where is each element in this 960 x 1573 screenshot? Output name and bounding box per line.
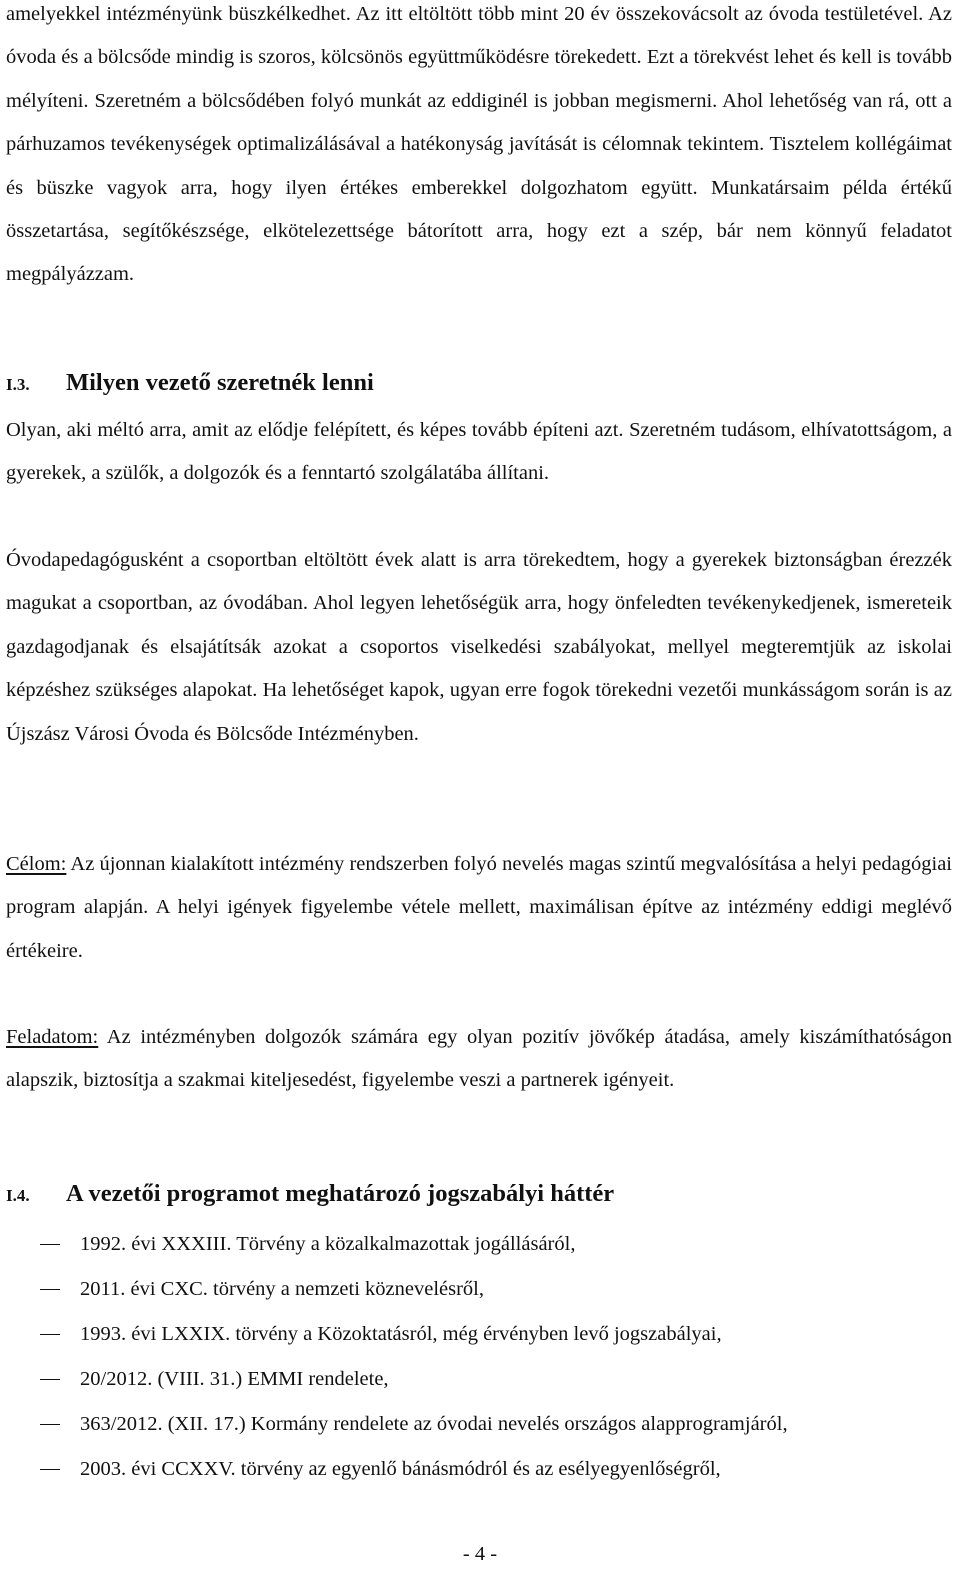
- leader-paragraph-2: Óvodapedagógusként a csoportban eltöltött évek alatt is arra törekedtem, hogy a gyerekek biztonságban érezzék magukat a csoportban, az óvodában. Ahol legyen lehetőségük arra, hogy önfeledten tevékenykedjenek, ismereteik gazdagodjanak és elsajátítsák azokat a csoportos viselkedési szabályokat, mellyel megteremtjük az iskolai képzéshez szükséges alapokat. Ha lehetőséget kapok, ugyan erre fogok törekedni vezetői munkásságom során is az Újszász Városi Óvoda és Bölcsőde Intézményben.: [6, 549, 952, 745]
- leader-paragraph-1: Olyan, aki méltó arra, amit az elődje felépített, és képes tovább építeni azt. Szeretném tudásom, elhívatottságom, a gyerekek, a szülők, a dolgozók és a fenntartó szolgálatába állítani.: [6, 419, 952, 485]
- task-paragraph: [6, 1016, 952, 1103]
- law-text: 363/2012. (XII. 17.) Kormány rendelete az óvodai nevelés országos alapprogramjáról,: [80, 1413, 788, 1435]
- task-text: Az intézményben dolgozók számára egy olyan pozitív jövőkép átadása, amely kiszámíthatóságon alapszik, biztosítja a szakmai kiteljesedést, figyelembe veszi a partnerek igényeit.: [6, 1026, 952, 1092]
- list-item: [0, 1447, 960, 1492]
- section-title: A vezetői programot meghatározó jogszabályi háttér: [66, 1180, 615, 1207]
- law-text: 1993. évi LXXIX. törvény a Közoktatásról, még érvényben levő jogszabályai,: [80, 1323, 722, 1345]
- list-item: [0, 1222, 960, 1267]
- section-number: I.3.: [6, 375, 30, 394]
- task-label: Feladatom:: [6, 1026, 99, 1048]
- law-text: 2011. évi CXC. törvény a nemzeti köznevelésről,: [80, 1278, 485, 1300]
- page-number: - 4 -: [462, 1543, 498, 1565]
- dash-bullet-icon: [40, 1469, 60, 1470]
- dash-bullet-icon: [40, 1334, 60, 1335]
- goal-text: Az újonnan kialakított intézmény rendszerben folyó nevelés magas szintű megvalósítása a helyi pedagógiai program alapján. A helyi igények figyelembe vétele mellett, maximálisan építve az intézmény eddigi meglévő értékeire.: [6, 853, 952, 962]
- list-item: [0, 1312, 960, 1357]
- goal-label: Célom:: [6, 853, 67, 875]
- dash-bullet-icon: [40, 1379, 60, 1380]
- intro-paragraph: amelyekkel intézményünk büszkélkedhet. Az itt eltöltött több mint 20 év összekovácsolt az óvoda testületével. Az óvoda és a bölcsőde mindig is szoros, kölcsönös együttműködésre törekedett. Ezt a törekvést lehet és kell is tovább mélyíteni. Szeretném a bölcsődében folyó munkát az eddiginél is jobban megismerni. Ahol lehetőség van rá, ott a párhuzamos tevékenységek optimalizálásával a hatékonyság javítását is célomnak tekintem. Tisztelem kollégáimat és büszke vagyok arra, hogy ilyen értékes emberekkel dolgozhatom együtt. Munkatársaim példa értékű összetartása, segítőkészsége, elkötelezettsége bátorított arra, hogy ezt a szép, bár nem könnyű feladatot megpályázzam.: [6, 3, 952, 286]
- section-number: I.4.: [6, 1186, 30, 1205]
- list-item: [0, 1402, 960, 1447]
- law-text: 20/2012. (VIII. 31.) EMMI rendelete,: [80, 1368, 389, 1390]
- list-item: [0, 1267, 960, 1312]
- section-heading-1-3: [6, 369, 374, 397]
- list-item: [0, 1357, 960, 1402]
- section-heading-1-4: [6, 1180, 614, 1208]
- law-list: [0, 1222, 960, 1492]
- dash-bullet-icon: [40, 1424, 60, 1425]
- goal-paragraph: [6, 843, 952, 973]
- dash-bullet-icon: [40, 1289, 60, 1290]
- law-text: 1992. évi XXXIII. Törvény a közalkalmazottak jogállásáról,: [80, 1233, 576, 1255]
- section-title: Milyen vezető szeretnék lenni: [66, 369, 374, 396]
- dash-bullet-icon: [40, 1244, 60, 1245]
- law-text: 2003. évi CCXXV. törvény az egyenlő bánásmódról és az esélyegyenlőségről,: [80, 1458, 721, 1480]
